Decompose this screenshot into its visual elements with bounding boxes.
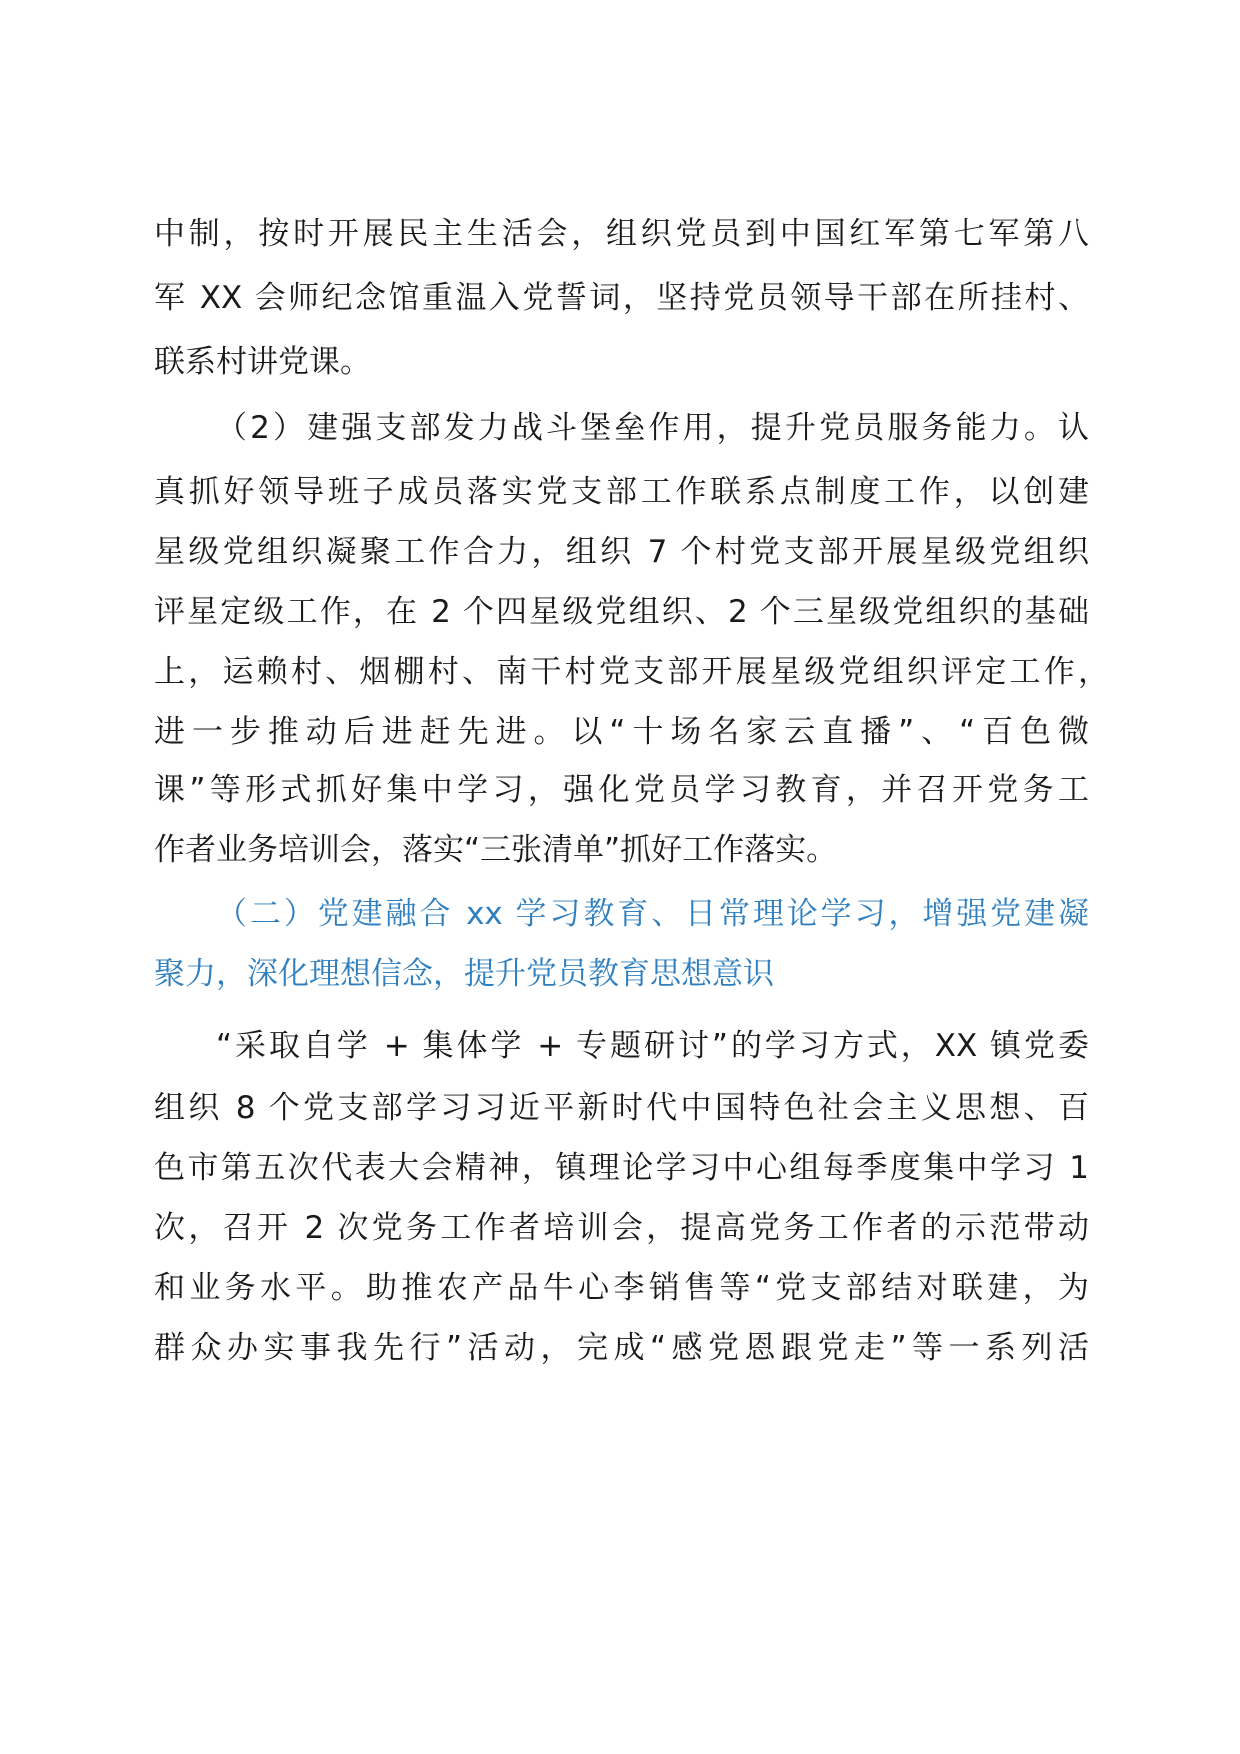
paragraph-3-line-1: “采取自学 + 集体学 + 专题研讨”的学习方式，XX 镇党委 [216,1028,1089,1064]
paragraph-2-line-1: （2）建强支部发力战斗堡垒作用，提升党员服务能力。认 [216,410,1089,446]
paragraph-2-line-7: 课”等形式抓好集中学习，强化党员学习教育，并召开党务工 [154,772,1089,808]
paragraph-3-line-3: 色市第五次代表大会精神，镇理论学习中心组每季度集中学习 1 [154,1150,1089,1186]
paragraph-2-line-2: 真抓好领导班子成员落实党支部工作联系点制度工作，以创建 [154,474,1089,510]
paragraph-2-line-8: 作者业务培训会，落实“三张清单”抓好工作落实。 [154,832,838,868]
paragraph-2-line-6: 进一步推动后进赶先进。以“十场名家云直播”、“百色微 [154,714,1089,750]
paragraph-1-line-1: 中制，按时开展民主生活会，组织党员到中国红军第七军第八 [154,216,1089,252]
paragraph-2-line-4: 评星定级工作，在 2 个四星级党组织、2 个三星级党组织的基础 [154,594,1089,630]
section-heading-line-2: 聚力，深化理想信念，提升党员教育思想意识 [154,956,774,992]
paragraph-2-line-3: 星级党组织凝聚工作合力，组织 7 个村党支部开展星级党组织 [154,534,1089,570]
paragraph-3-line-4: 次，召开 2 次党务工作者培训会，提高党务工作者的示范带动 [154,1210,1089,1246]
paragraph-3-line-2: 组织 8 个党支部学习习近平新时代中国特色社会主义思想、百 [154,1090,1089,1126]
paragraph-1-line-3: 联系村讲党课。 [154,344,371,380]
section-heading-line-1: （二）党建融合 xx 学习教育、日常理论学习，增强党建凝 [216,896,1089,932]
paragraph-2-line-5: 上，运赖村、烟棚村、南干村党支部开展星级党组织评定工作， [154,654,1109,690]
paragraph-1-line-2: 军 XX 会师纪念馆重温入党誓词，坚持党员领导干部在所挂村、 [154,280,1089,316]
paragraph-3-line-5: 和业务水平。助推农产品牛心李销售等“党支部结对联建，为 [154,1270,1089,1306]
paragraph-3-line-6: 群众办实事我先行”活动，完成“感党恩跟党走”等一系列活 [154,1330,1089,1366]
